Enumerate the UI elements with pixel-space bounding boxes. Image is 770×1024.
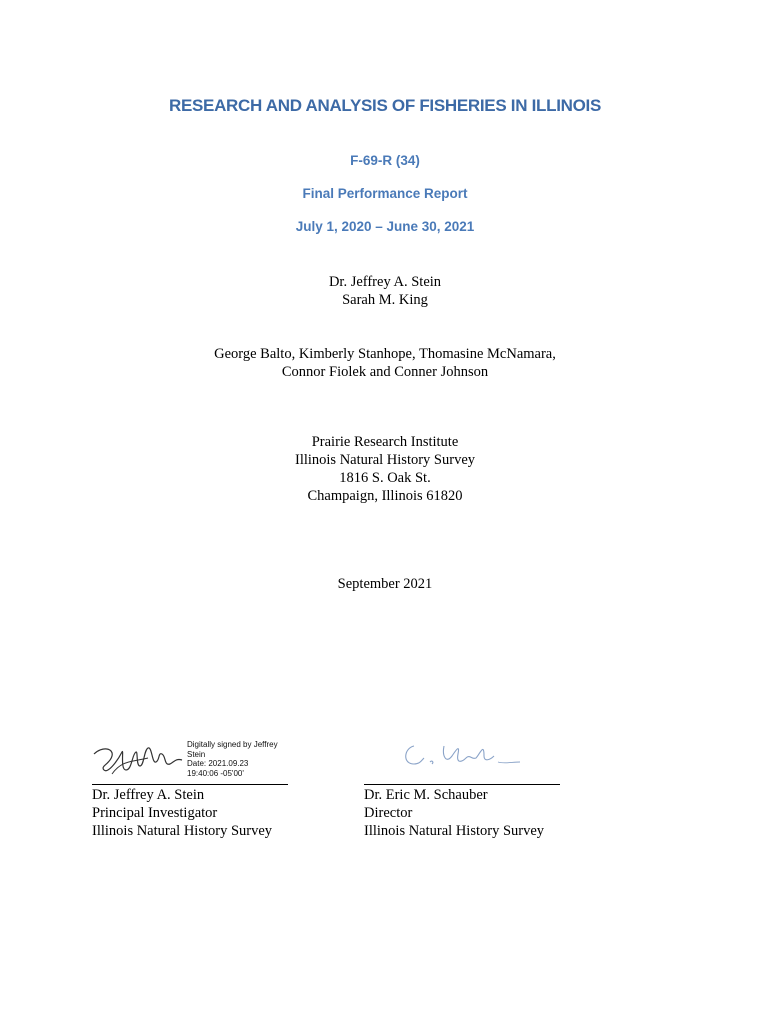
signatory-left-org: Illinois Natural History Survey	[92, 823, 273, 839]
signatory-right-org: Illinois Natural History Survey	[364, 823, 545, 839]
report-title: RESEARCH AND ANALYSIS OF FISHERIES IN ILLINOIS	[168, 96, 602, 115]
other-authors-line-2: Connor Fiolek and Conner Johnson	[281, 364, 489, 380]
report-type: Final Performance Report	[302, 186, 468, 201]
signatory-right-name: Dr. Eric M. Schauber	[364, 787, 488, 803]
digital-note-line-3: Date: 2021.09.23	[187, 759, 249, 768]
digital-signature-note	[187, 740, 287, 778]
digital-note-line-1: Digitally signed by Jeffrey	[187, 740, 278, 749]
signatory-left	[92, 786, 272, 840]
other-authors	[0, 345, 770, 381]
signature-line-right	[364, 784, 560, 785]
signature-line-left	[92, 784, 288, 785]
institution-line-1: Prairie Research Institute	[311, 434, 459, 450]
signatory-right-role: Director	[364, 805, 413, 821]
digital-note-line-4: 19:40:06 -05'00'	[187, 768, 244, 778]
report-period: July 1, 2020 – June 30, 2021	[295, 219, 475, 234]
project-code: F-69-R (34)	[350, 153, 420, 168]
report-date: September 2021	[337, 576, 433, 592]
lead-author-2: Sarah M. King	[342, 292, 428, 308]
signature-right-icon	[400, 738, 522, 774]
signature-left-icon	[92, 740, 184, 780]
institution-line-4: Champaign, Illinois 61820	[307, 488, 463, 504]
institution-address	[0, 433, 770, 505]
signatory-left-role: Principal Investigator	[92, 805, 218, 821]
signatory-right	[364, 786, 544, 840]
lead-author-1: Dr. Jeffrey A. Stein	[328, 274, 442, 290]
other-authors-line-1: George Balto, Kimberly Stanhope, Thomasine McNamara,	[214, 346, 556, 362]
institution-line-3: 1816 S. Oak St.	[339, 470, 431, 486]
signatory-left-name: Dr. Jeffrey A. Stein	[92, 787, 205, 803]
digital-note-line-2: Stein	[187, 749, 206, 759]
lead-authors	[0, 273, 770, 309]
institution-line-2: Illinois Natural History Survey	[294, 452, 476, 468]
